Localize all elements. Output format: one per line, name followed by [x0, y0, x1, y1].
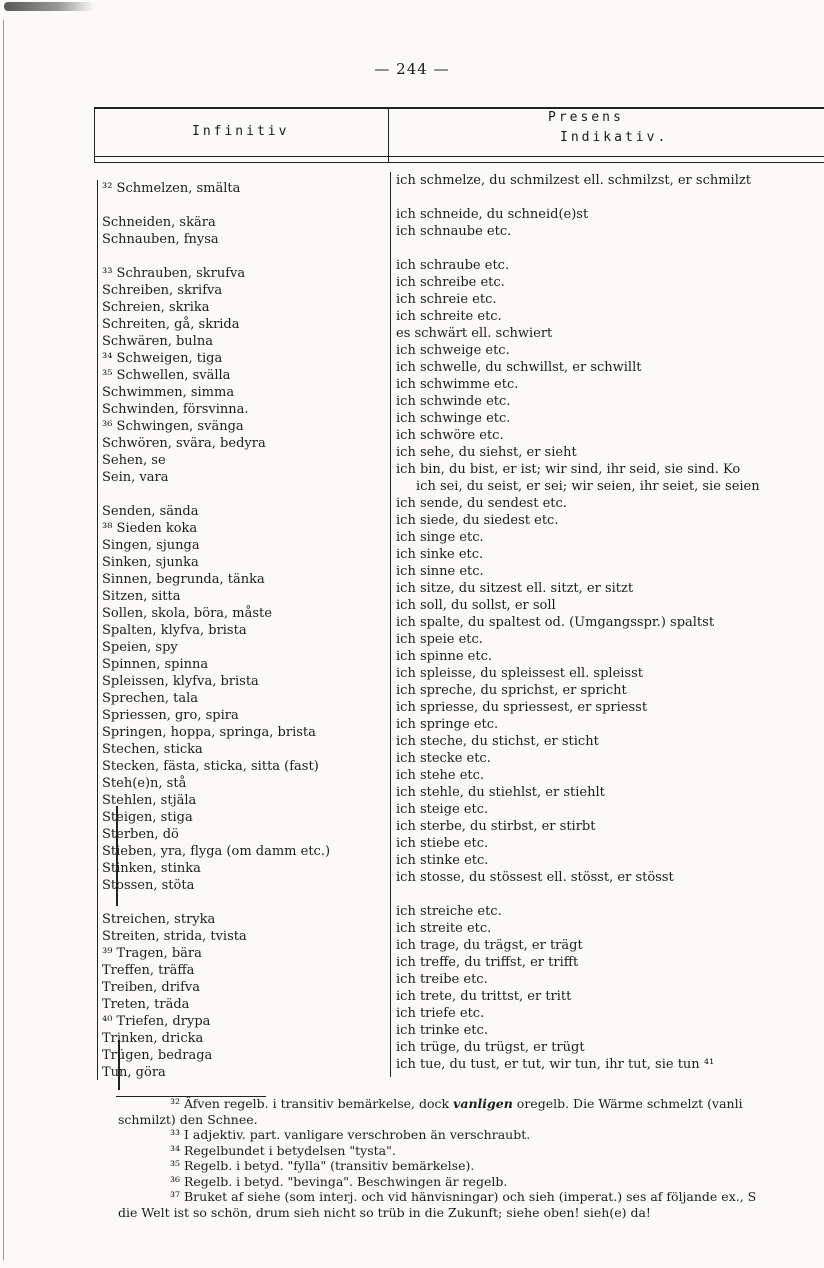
- infinitive-entry: Spalten, klyfva, brista: [102, 623, 247, 638]
- indicative-entry: ich bin, du bist, er ist; wir sind, ihr seid, sie sind. Ko: [396, 462, 741, 477]
- infinitive-entry: Treten, träda: [102, 997, 190, 1012]
- infinitive-entry: Schnauben, fnysa: [102, 232, 219, 247]
- indicative-entry: ich spalte, du spaltest od. (Umgangsspr.) spaltst: [396, 615, 715, 630]
- footnote-37: ³⁷ Bruket af siehe (som interj. och vid hänvisningar) och sieh (imperat.) ses af följande ex., S: [170, 1189, 757, 1204]
- infinitive-entry: Stossen, stöta: [102, 878, 195, 893]
- infinitive-entry: ³⁶ Schwingen, svänga: [102, 419, 244, 434]
- indicative-column: [396, 172, 824, 1073]
- footnote-35: ³⁵ Regelb. i betyd. "fylla" (transitiv bemärkelse).: [170, 1158, 475, 1173]
- infinitive-entry: Treffen, träffa: [102, 963, 195, 978]
- header-bottom-rule: [94, 156, 824, 157]
- header-column-divider: [388, 107, 389, 162]
- infinitive-entry: Stieben, yra, flyga (om damm etc.): [102, 844, 331, 859]
- infinitive-entry: Streichen, stryka: [102, 912, 216, 927]
- infinitive-entry: Senden, sända: [102, 504, 199, 519]
- footnote-emphasis: vanligen: [453, 1096, 513, 1111]
- indicative-entry: ich schwinge etc.: [396, 411, 511, 426]
- indicative-entry: ich schreite etc.: [396, 309, 502, 324]
- indicative-entry: ich speie etc.: [396, 632, 483, 647]
- table-top-rule: [94, 107, 824, 109]
- indicative-entry: ich sitze, du sitzest ell. sitzt, er sitzt: [396, 581, 634, 596]
- indicative-entry: ich trage, du trägst, er trägt: [396, 938, 583, 953]
- indicative-entry: ich schwimme etc.: [396, 377, 519, 392]
- infinitive-entry: Sollen, skola, böra, måste: [102, 606, 272, 621]
- footnote-34: ³⁴ Regelbundet i betydelsen "tysta".: [170, 1142, 396, 1158]
- indicative-entry: ich stehe etc.: [396, 768, 485, 783]
- footnote-text: ³² Äfven regelb. i transitiv bemärkelse, dock: [170, 1096, 450, 1111]
- indicative-entry: ich sehe, du siehst, er sieht: [396, 445, 577, 460]
- infinitive-entry: Schwären, bulna: [102, 334, 213, 349]
- indicative-entry: ich steche, du stichst, er sticht: [396, 734, 599, 749]
- indicative-entry: ich stehle, du stiehlst, er stiehlt: [396, 785, 605, 800]
- infinitive-entry: Springen, hoppa, springa, brista: [102, 725, 316, 740]
- infinitive-entry: Stecken, fästa, sticka, sitta (fast): [102, 759, 319, 774]
- indicative-entry: ich siede, du siedest etc.: [396, 513, 559, 528]
- indicative-entry: ich sei, du seist, er sei; wir seien, ihr seiet, sie seien: [416, 479, 760, 494]
- infinitive-entry: Sprechen, tala: [102, 691, 199, 706]
- indicative-entry: ich stosse, du stössest ell. stösst, er stösst: [396, 870, 674, 885]
- infinitive-entry: Sinken, sjunka: [102, 555, 199, 570]
- infinitive-entry: Schwören, svära, bedyra: [102, 436, 266, 451]
- indicative-entry: ich sterbe, du stirbst, er stirbt: [396, 819, 596, 834]
- footnote-32-continued: schmilzt) den Schnee.: [118, 1111, 258, 1127]
- infinitive-entry: ³⁵ Schwellen, svälla: [102, 368, 231, 383]
- indicative-entry: ich sinke etc.: [396, 547, 484, 562]
- infinitive-entry: Sehen, se: [102, 453, 166, 468]
- infinitive-entry: Schneiden, skära: [102, 215, 216, 230]
- left-column-bar: [97, 180, 98, 1080]
- page-number: — 244 —: [374, 60, 450, 78]
- indicative-entry: ich streite etc.: [396, 921, 492, 936]
- infinitive-entry: Speien, spy: [102, 640, 178, 655]
- infinitive-entry: Schwinden, försvinna.: [102, 402, 249, 417]
- infinitive-entry: ³³ Schrauben, skrufva: [102, 266, 246, 281]
- indicative-entry: ich schwöre etc.: [396, 428, 504, 443]
- indicative-entry: ich stinke etc.: [396, 853, 489, 868]
- infinitive-entry: Schreiten, gå, skrida: [102, 317, 240, 332]
- infinitive-entry: Spriessen, gro, spira: [102, 708, 239, 723]
- indicative-entry: ich schneide, du schneid(e)st: [396, 207, 589, 222]
- infinitive-entry: Singen, sjunga: [102, 538, 200, 553]
- indicative-entry: ich trüge, du trügst, er trügt: [396, 1040, 585, 1055]
- indicative-entry: ich schmelze, du schmilzest ell. schmilzst, er schmilzt: [396, 173, 751, 188]
- indicative-entry: ich triefe etc.: [396, 1006, 485, 1021]
- indicative-entry: ich spriesse, du spriessest, er spriesst: [396, 700, 648, 715]
- header-infinitive: Infinitiv: [192, 124, 290, 139]
- indicative-entry: ich sende, du sendest etc.: [396, 496, 567, 511]
- indicative-entry: ich schnaube etc.: [396, 224, 512, 239]
- footnote-32: [118, 1096, 824, 1112]
- indicative-entry: ich treibe etc.: [396, 972, 488, 987]
- indicative-entry: ich tue, du tust, er tut, wir tun, ihr tut, sie tun ⁴¹: [396, 1057, 715, 1072]
- infinitive-column: [102, 180, 392, 1081]
- infinitive-entry: ³⁸ Sieden koka: [102, 521, 198, 536]
- infinitive-entry: Spleissen, klyfva, brista: [102, 674, 259, 689]
- infinitive-entry: Spinnen, spinna: [102, 657, 209, 672]
- indicative-entry: ich streiche etc.: [396, 904, 502, 919]
- indicative-entry: ich stecke etc.: [396, 751, 491, 766]
- infinitive-entry: Stehlen, stjäla: [102, 793, 197, 808]
- infinitive-entry: Schreiben, skrifva: [102, 283, 223, 298]
- indicative-entry: ich schraube etc.: [396, 258, 510, 273]
- indicative-entry: ich spleisse, du spleissest ell. spleisst: [396, 666, 643, 681]
- indicative-entry: ich steige etc.: [396, 802, 489, 817]
- infinitive-entry: Trinken, dricka: [102, 1031, 204, 1046]
- infinitive-entry: Tun, göra: [102, 1065, 166, 1080]
- infinitive-entry: Steigen, stiga: [102, 810, 193, 825]
- header-presens: Presens: [548, 110, 624, 125]
- indicative-entry: ich schwelle, du schwillst, er schwillt: [396, 360, 642, 375]
- header-double-rule: [94, 162, 824, 163]
- header-left-border: [94, 107, 95, 162]
- infinitive-entry: Treiben, drifva: [102, 980, 200, 995]
- infinitive-entry: Schwimmen, simma: [102, 385, 235, 400]
- infinitive-entry: Sterben, dö: [102, 827, 179, 842]
- indicative-entry: ich springe etc.: [396, 717, 499, 732]
- infinitive-entry: Schreien, skrika: [102, 300, 210, 315]
- infinitive-entry: ⁴⁰ Triefen, drypa: [102, 1014, 211, 1029]
- indicative-entry: ich stiebe etc.: [396, 836, 489, 851]
- header-indikativ: Indikativ.: [560, 130, 669, 145]
- infinitive-entry: Streiten, strida, tvista: [102, 929, 247, 944]
- infinitive-entry: ³² Schmelzen, smälta: [102, 181, 241, 196]
- infinitive-entry: Stinken, stinka: [102, 861, 201, 876]
- indicative-entry: ich trinke etc.: [396, 1023, 488, 1038]
- infinitive-entry: Stechen, sticka: [102, 742, 203, 757]
- indicative-entry: ich spreche, du sprichst, er spricht: [396, 683, 627, 698]
- infinitive-entry: Sein, vara: [102, 470, 169, 485]
- page-edge: [3, 20, 4, 1260]
- indicative-entry: ich schwinde etc.: [396, 394, 511, 409]
- scan-artifact: [4, 2, 94, 11]
- indicative-entry: ich spinne etc.: [396, 649, 492, 664]
- footnote-text: oregelb. Die Wärme schmelzt (vanli: [516, 1096, 743, 1111]
- infinitive-entry: ³⁴ Schweigen, tiga: [102, 351, 223, 366]
- indicative-entry: es schwärt ell. schwiert: [396, 326, 553, 341]
- infinitive-entry: Steh(e)n, stå: [102, 776, 187, 791]
- infinitive-entry: ³⁹ Tragen, bära: [102, 946, 202, 961]
- footnote-33: ³³ I adjektiv. part. vanligare verschroben än verschraubt.: [170, 1127, 531, 1142]
- indicative-entry: ich trete, du trittst, er tritt: [396, 989, 572, 1004]
- infinitive-entry: Sitzen, sitta: [102, 589, 181, 604]
- indicative-entry: ich schreibe etc.: [396, 275, 505, 290]
- footnote-36: ³⁶ Regelb. i betyd. "bevinga". Beschwingen är regelb.: [170, 1173, 508, 1189]
- footnote-37-continued: die Welt ist so schön, drum sieh nicht so trüb in die Zukunft; siehe oben! sieh(e) da!: [118, 1204, 651, 1220]
- infinitive-entry: Sinnen, begrunda, tänka: [102, 572, 265, 587]
- indicative-entry: ich treffe, du triffst, er trifft: [396, 955, 579, 970]
- indicative-entry: ich singe etc.: [396, 530, 484, 545]
- indicative-entry: ich schweige etc.: [396, 343, 510, 358]
- indicative-entry: ich soll, du sollst, er soll: [396, 598, 556, 613]
- footnotes: [118, 1096, 824, 1220]
- indicative-entry: ich sinne etc.: [396, 564, 484, 579]
- infinitive-entry: Trügen, bedraga: [102, 1048, 213, 1063]
- indicative-entry: ich schreie etc.: [396, 292, 497, 307]
